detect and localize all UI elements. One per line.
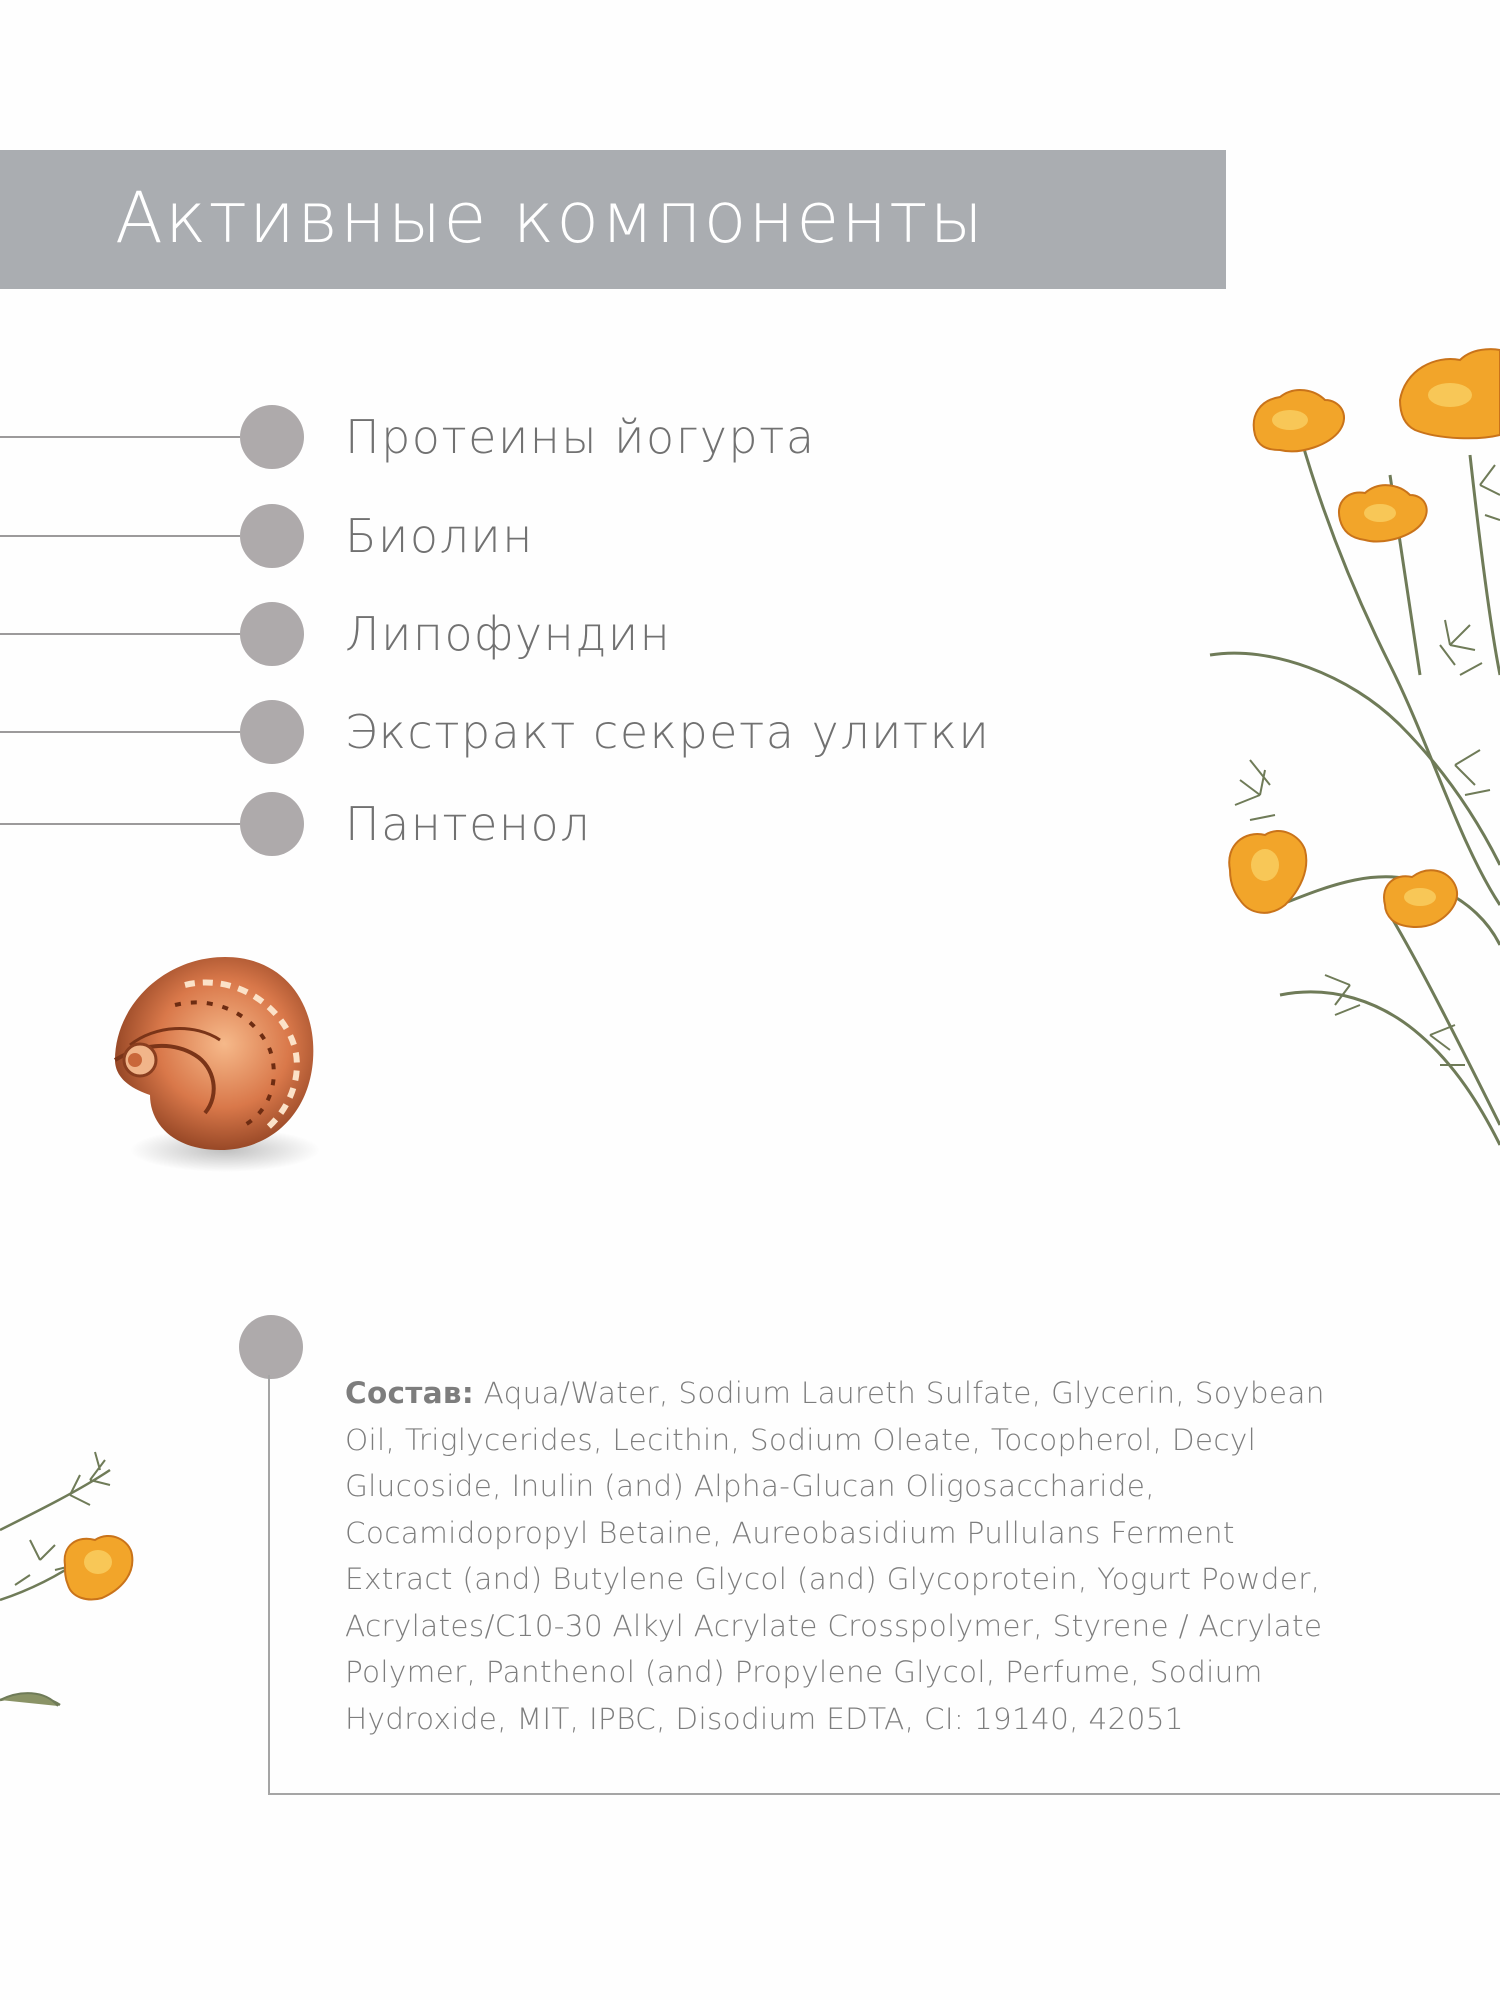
bullet-dot [240, 405, 304, 469]
composition-label: Состав: [345, 1376, 474, 1410]
bullet-dot [240, 504, 304, 568]
connector-line [0, 535, 240, 537]
ingredient-item [0, 504, 1200, 568]
connector-line [0, 633, 240, 635]
ingredient-label: Биолин [345, 509, 534, 563]
bullet-dot [240, 700, 304, 764]
header-banner [0, 150, 1226, 289]
ingredient-item [0, 602, 1200, 666]
bullet-dot [240, 602, 304, 666]
ingredient-item [0, 700, 1200, 764]
connector-line [0, 436, 240, 438]
ingredient-item [0, 792, 1200, 856]
ingredient-label: Пантенол [345, 797, 592, 851]
poppy-flowers-illustration [1200, 345, 1500, 1190]
ingredient-label: Экстракт секрета улитки [345, 705, 991, 759]
composition-text [345, 1370, 1350, 1742]
composition-horizontal-line [268, 1793, 1500, 1795]
ingredient-label: Липофундин [345, 607, 672, 661]
poppy-flower-illustration [0, 1450, 150, 1760]
snail-shell-illustration [95, 945, 325, 1180]
connector-line [0, 731, 240, 733]
bullet-dot [240, 792, 304, 856]
composition-bullet-dot [239, 1315, 303, 1379]
connector-line [0, 823, 240, 825]
composition-ingredients: Aqua/Water, Sodium Laureth Sulfate, Glycerin, Soybean Oil, Triglycerides, Lecithin, Sodium Oleate, Tocopherol, Decyl Glucoside, Inulin (and) Alpha-Glucan Oligosaccharide, Cocamidopropyl Betaine, Aureobasidium Pullulans Ferment Extract (and) Butylene Glycol (and) Glycoprotein, Yogurt Powder, Acrylates/C10-30 Alkyl Acrylate Crosspolymer, Styrene / Acrylate Polymer, Panthenol (and) Propylene Glycol, Perfume, Sodium Hydroxide, MIT, IPBC, Disodium EDTA, CI: 19140, 42051 [345, 1376, 1325, 1736]
ingredient-label: Протеины йогурта [345, 410, 816, 464]
composition-vertical-line [268, 1375, 270, 1795]
page-title: Активные компоненты [115, 177, 986, 259]
ingredient-item [0, 405, 1200, 469]
